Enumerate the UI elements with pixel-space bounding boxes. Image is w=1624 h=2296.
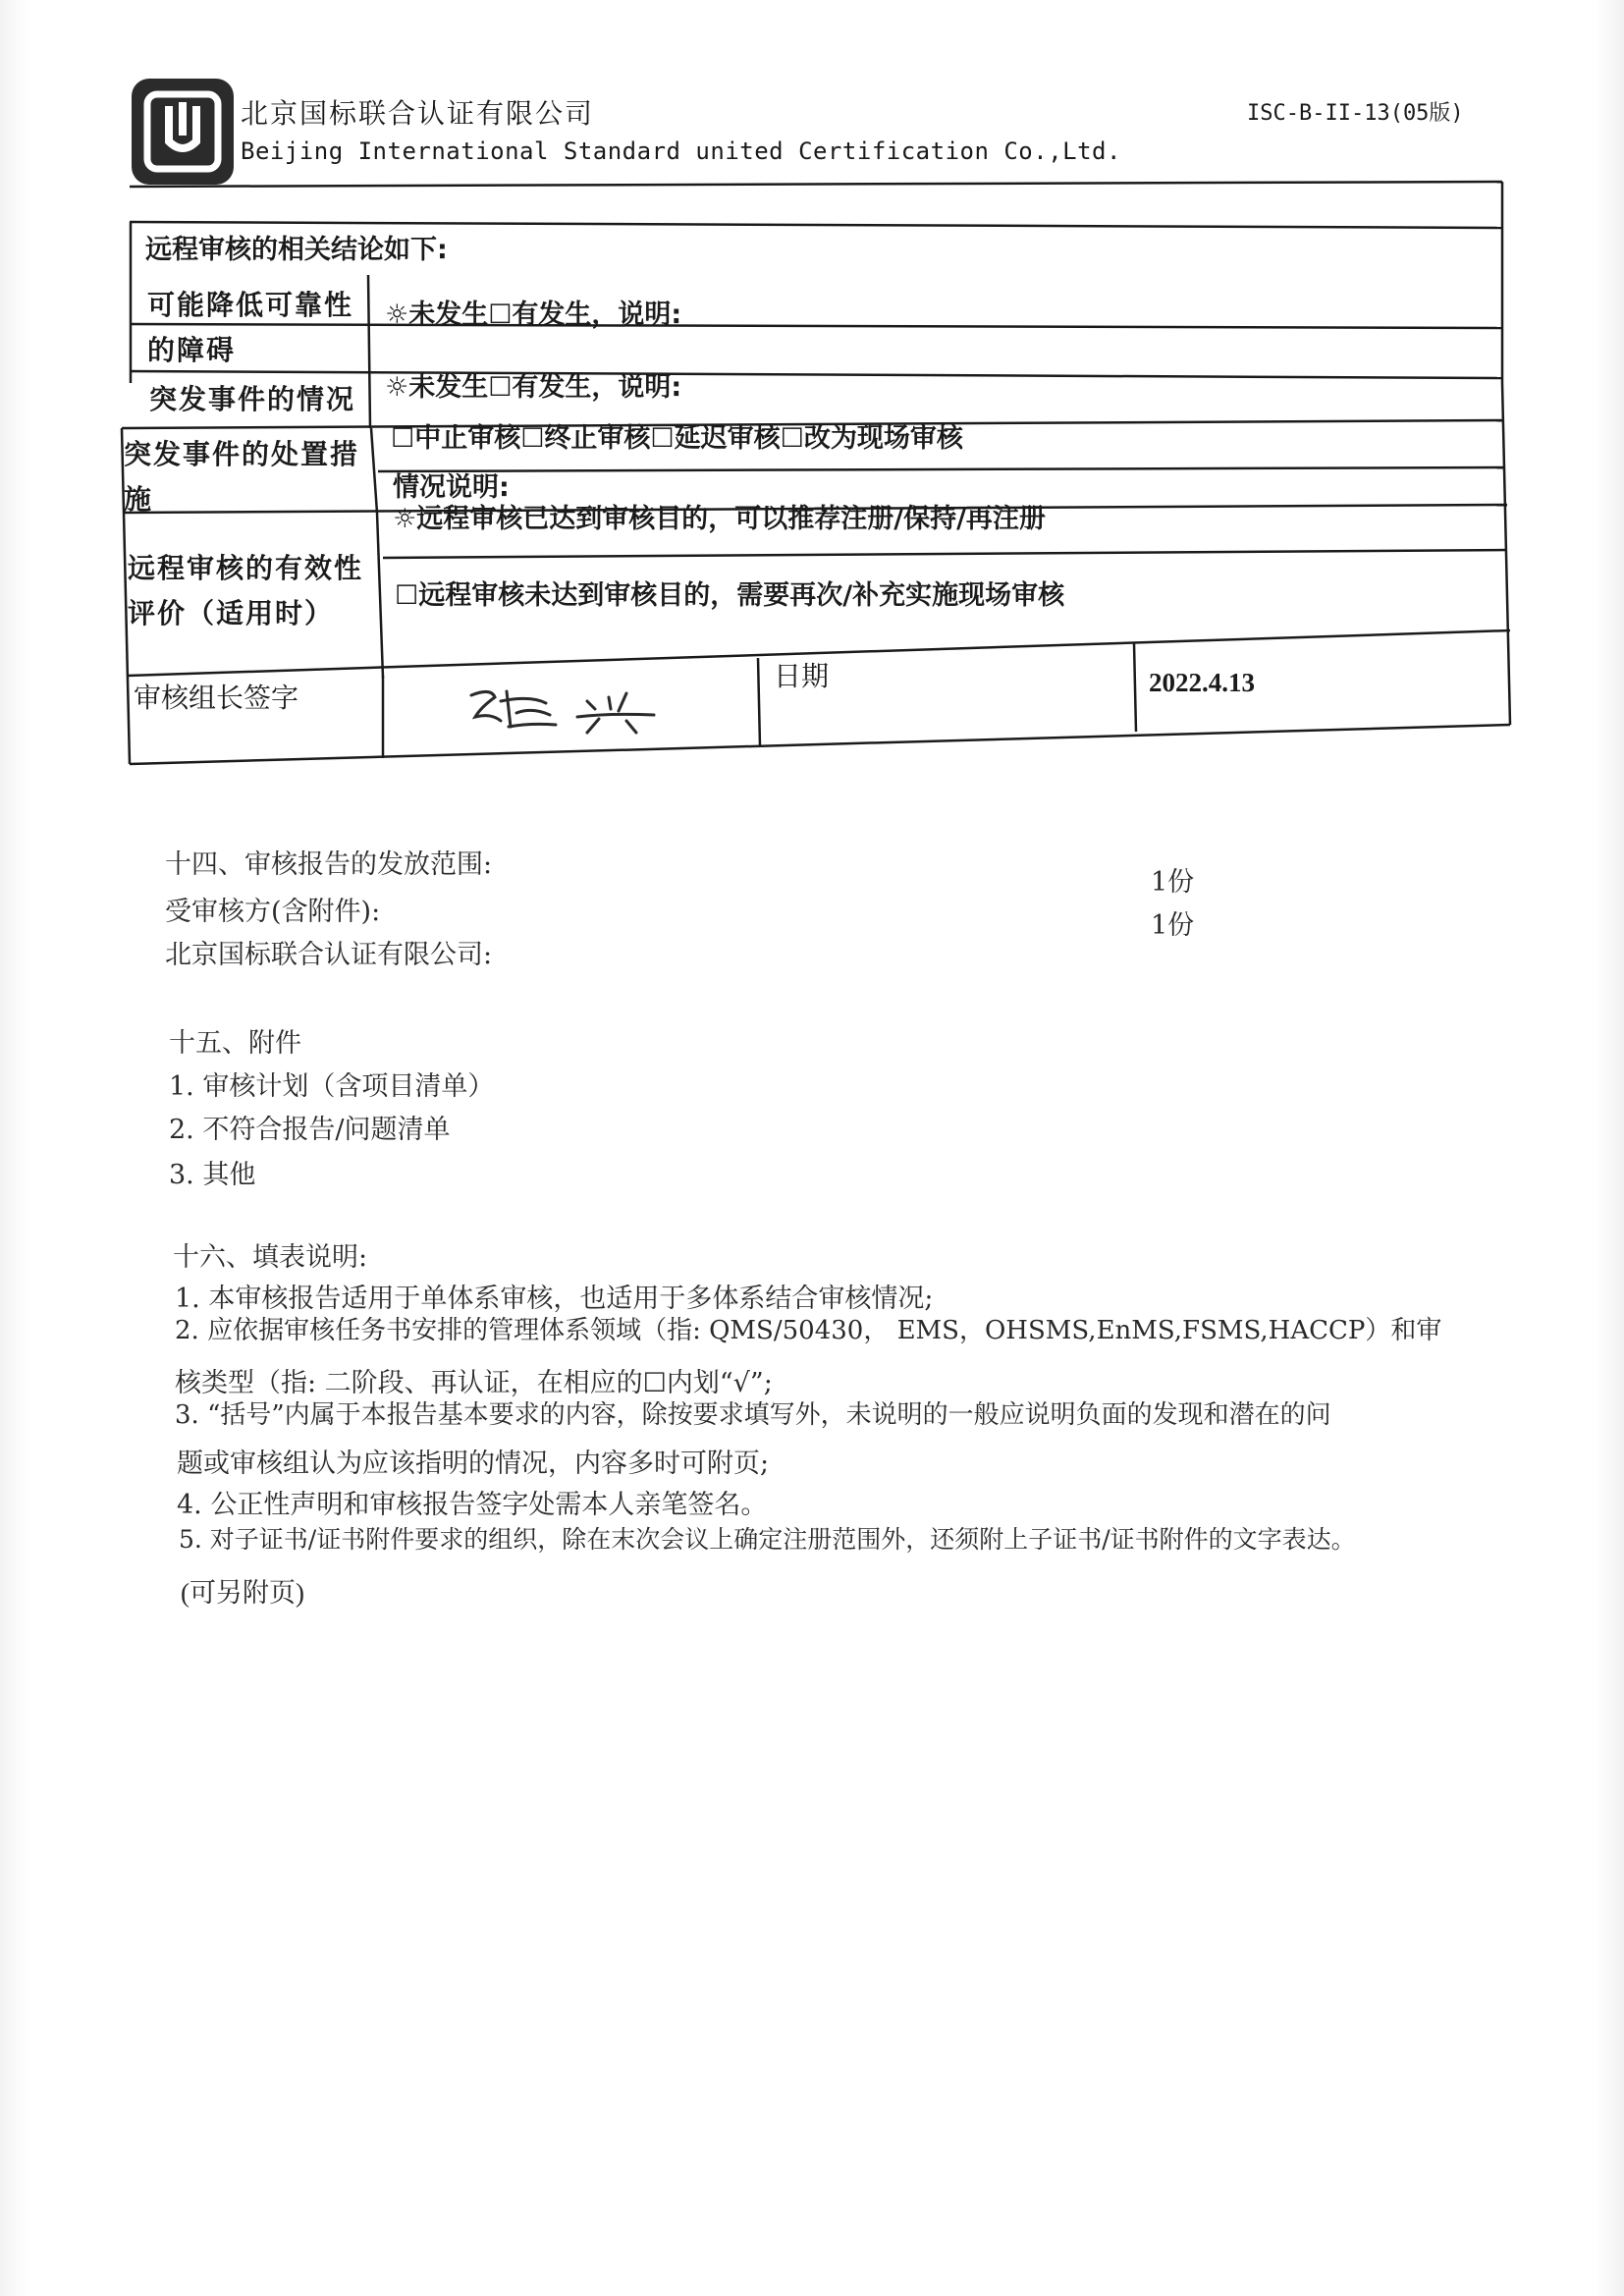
distribution-heading: 十四、审核报告的发放范围: [165, 849, 493, 880]
row-label-effectiveness-line2: 评价（适用时） [128, 597, 335, 629]
sign-label: 审核组长签字 [134, 682, 299, 714]
instruction-line: 3. “括号”内属于本报告基本要求的内容，除按要求填写外，未说明的一般应说明负面的发现和潜在的问 [175, 1400, 1331, 1430]
instructions-heading: 十六、填表说明: [173, 1242, 368, 1273]
emergency-value: ☼未发生☐有发生，说明: [385, 372, 682, 403]
leader-signature [461, 678, 677, 737]
row-label-effectiveness-line1: 远程审核的有效性 [128, 552, 364, 584]
instruction-line: (可另附页) [181, 1578, 304, 1608]
effectiveness-option-achieved: ☼远程审核已达到审核目的，可以推荐注册/保持/再注册 [393, 504, 1046, 534]
distribution-recipient: 北京国标联合认证有限公司: [165, 940, 493, 970]
document-code: ISC-B-II-13(05版) [1247, 101, 1464, 126]
effectiveness-option-not-achieved: ☐远程审核未达到审核目的，需要再次/补充实施现场审核 [395, 580, 1065, 611]
date-label: 日期 [774, 660, 830, 692]
row-label-obstacles-line1: 可能降低可靠性 [147, 289, 354, 321]
instruction-line: 2. 应依据审核任务书安排的管理体系领域（指: QMS/50430， EMS，OHSMS,EnMS,FSMS,HACCP）和审 [175, 1316, 1442, 1345]
row-label-obstacles-line2: 的障碍 [147, 334, 237, 366]
row-label-handling-line1: 突发事件的处置措 [124, 438, 360, 470]
distribution-qty: 1份 [1151, 867, 1195, 898]
instruction-line: 核类型（指: 二阶段、再认证，在相应的☐内划“√”; [175, 1368, 773, 1398]
instruction-line: 4. 公正性声明和审核报告签字处需本人亲笔签名。 [177, 1490, 768, 1520]
company-name-en: Beijing International Standard united Certification Co.,Ltd. [241, 137, 1121, 165]
row-label-handling-line2: 施 [124, 483, 154, 516]
row-label-emergency: 突发事件的情况 [149, 383, 356, 415]
attachment-item: 2. 不符合报告/问题清单 [169, 1115, 451, 1145]
handling-options: ☐中止审核☐终止审核☐延迟审核☐改为现场审核 [391, 423, 963, 454]
company-name-cn: 北京国标联合认证有限公司 [241, 97, 595, 130]
attachment-item: 1. 审核计划（含项目清单） [169, 1071, 495, 1102]
obstacles-value: ☼未发生☐有发生，说明: [385, 300, 682, 330]
instruction-line: 5. 对子证书/证书附件要求的组织，除在末次会议上确定注册范围外，还须附上子证书/证书附件的文字表达。 [179, 1525, 1356, 1554]
distribution-recipient: 受审核方(含附件): [165, 897, 381, 927]
attachments-heading: 十五、附件 [169, 1028, 301, 1059]
handling-note: 情况说明: [393, 472, 510, 503]
date-value: 2022.4.13 [1149, 668, 1255, 697]
table-intro: 远程审核的相关结论如下: [145, 235, 448, 265]
distribution-qty: 1份 [1151, 910, 1195, 941]
instruction-line: 题或审核组认为应该指明的情况，内容多时可附页; [177, 1449, 770, 1479]
instruction-line: 1. 本审核报告适用于单体系审核，也适用于多体系结合审核情况; [175, 1284, 934, 1314]
attachment-item: 3. 其他 [169, 1160, 256, 1190]
